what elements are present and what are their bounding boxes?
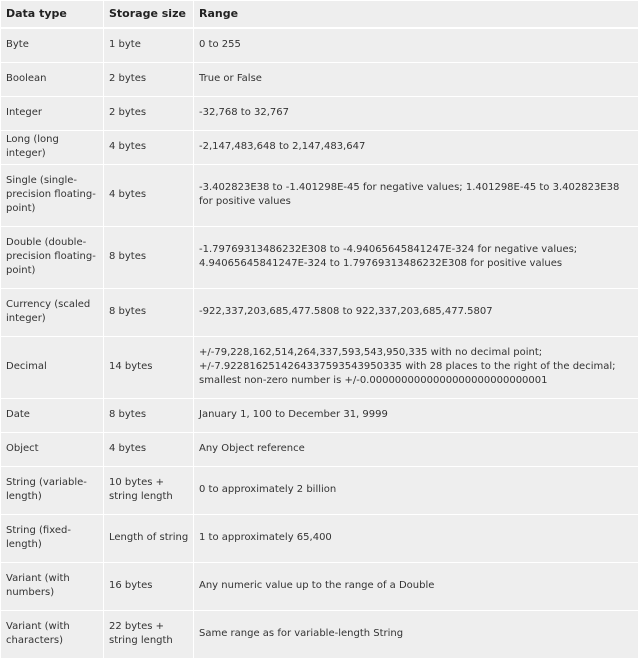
range-cell: 0 to 255: [194, 28, 639, 62]
column-header-data-type: Data type: [1, 1, 104, 29]
data-type-cell: Variant (with numbers): [1, 562, 104, 610]
data-type-cell: Object: [1, 432, 104, 466]
storage-size-cell: 14 bytes: [104, 336, 194, 398]
range-cell: +/-79,228,162,514,264,337,593,543,950,335 with no decimal point; +/-7.9228162514264337593543950335 with 28 places to the right of the decimal; smallest non-zero number is +/-0.0000000000000000000000000001: [194, 336, 639, 398]
table-row: [1, 432, 639, 466]
table-row: [1, 288, 639, 336]
storage-size-cell: 4 bytes: [104, 164, 194, 226]
range-cell: 1 to approximately 65,400: [194, 514, 639, 562]
storage-size-cell: 8 bytes: [104, 398, 194, 432]
table-row: [1, 96, 639, 130]
range-cell: -3.402823E38 to -1.401298E-45 for negative values; 1.401298E-45 to 3.402823E38 for positive values: [194, 164, 639, 226]
storage-size-cell: Length of string: [104, 514, 194, 562]
range-cell: -922,337,203,685,477.5808 to 922,337,203,685,477.5807: [194, 288, 639, 336]
table-row: [1, 62, 639, 96]
table-row: [1, 562, 639, 610]
range-cell: -2,147,483,648 to 2,147,483,647: [194, 130, 639, 164]
data-type-cell: Currency (scaled integer): [1, 288, 104, 336]
range-cell: True or False: [194, 62, 639, 96]
table-row: [1, 226, 639, 288]
data-type-cell: Integer: [1, 96, 104, 130]
storage-size-cell: 4 bytes: [104, 432, 194, 466]
storage-size-cell: 2 bytes: [104, 96, 194, 130]
table-row: [1, 514, 639, 562]
data-type-cell: Single (single-precision floating-point): [1, 164, 104, 226]
table-row: [1, 164, 639, 226]
column-header-storage-size: Storage size: [104, 1, 194, 29]
table-row: [1, 466, 639, 514]
data-type-cell: String (variable-length): [1, 466, 104, 514]
data-type-cell: String (fixed-length): [1, 514, 104, 562]
range-cell: 0 to approximately 2 billion: [194, 466, 639, 514]
range-cell: January 1, 100 to December 31, 9999: [194, 398, 639, 432]
storage-size-cell: 10 bytes + string length: [104, 466, 194, 514]
range-cell: Any Object reference: [194, 432, 639, 466]
range-cell: -1.79769313486232E308 to -4.94065645841247E-324 for negative values; 4.94065645841247E-324 to 1.79769313486232E308 for positive values: [194, 226, 639, 288]
range-cell: Same range as for variable-length String: [194, 610, 639, 658]
storage-size-cell: 1 byte: [104, 28, 194, 62]
table-row: [1, 398, 639, 432]
table-row: [1, 336, 639, 398]
data-type-cell: Byte: [1, 28, 104, 62]
storage-size-cell: 8 bytes: [104, 226, 194, 288]
data-type-cell: Double (double-precision floating-point): [1, 226, 104, 288]
data-type-cell: Decimal: [1, 336, 104, 398]
range-cell: Any numeric value up to the range of a Double: [194, 562, 639, 610]
range-cell: -32,768 to 32,767: [194, 96, 639, 130]
storage-size-cell: 4 bytes: [104, 130, 194, 164]
storage-size-cell: 16 bytes: [104, 562, 194, 610]
table-row: [1, 610, 639, 658]
data-type-cell: Date: [1, 398, 104, 432]
data-type-cell: Variant (with characters): [1, 610, 104, 658]
column-header-range: Range: [194, 1, 639, 29]
storage-size-cell: 2 bytes: [104, 62, 194, 96]
storage-size-cell: 8 bytes: [104, 288, 194, 336]
table-row: [1, 130, 639, 164]
header-row: [1, 1, 639, 29]
storage-size-cell: 22 bytes + string length: [104, 610, 194, 658]
data-type-cell: Boolean: [1, 62, 104, 96]
data-type-cell: Long (long integer): [1, 130, 104, 164]
table-row: [1, 28, 639, 62]
